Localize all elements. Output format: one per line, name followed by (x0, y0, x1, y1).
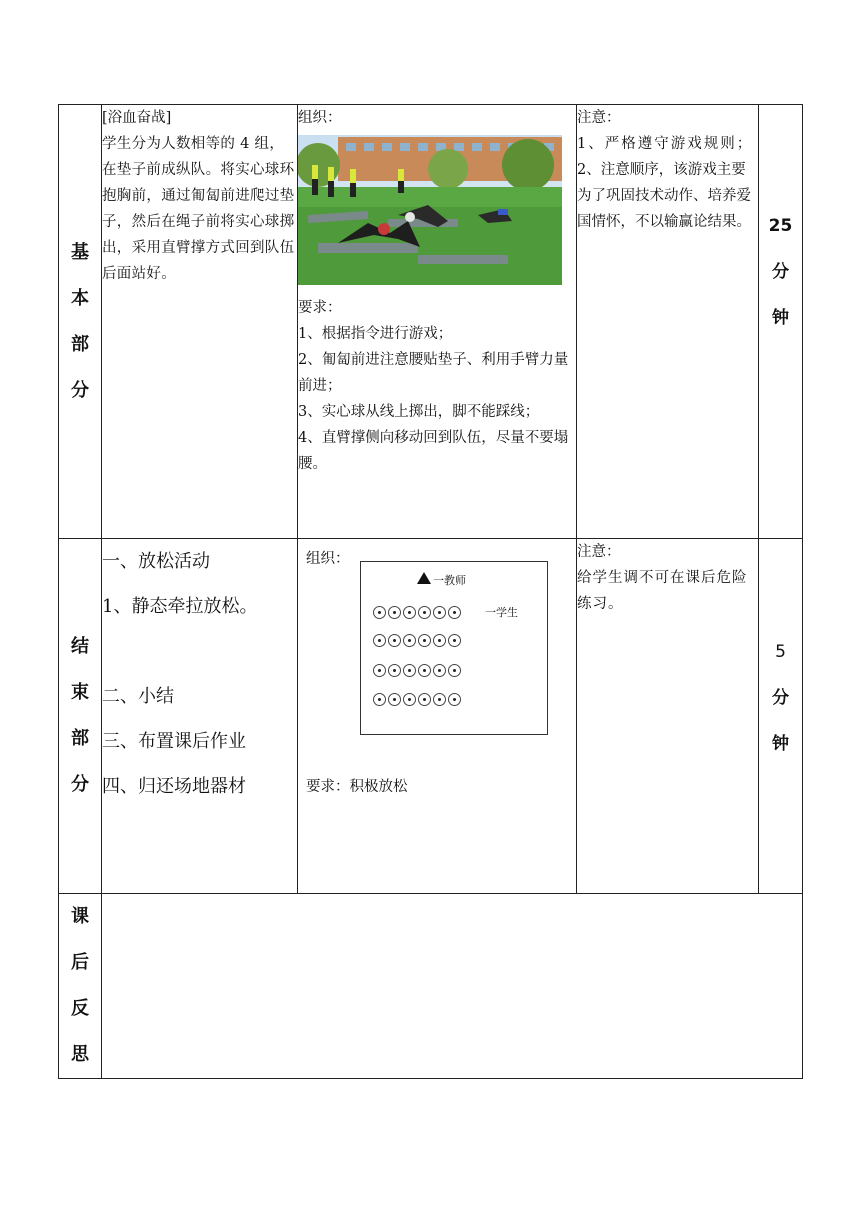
notes-label: 注意： (577, 544, 621, 560)
student-icon (418, 693, 431, 706)
student-icon (403, 634, 416, 647)
student-icon (448, 606, 461, 619)
time-ending: 5 分 钟 (759, 539, 803, 894)
return-equipment: 四、归还场地器材 (102, 776, 246, 797)
note-1: 1、严格遵守游戏规则； (577, 136, 754, 152)
student-icon (403, 693, 416, 706)
student-icon (403, 664, 416, 677)
student-icon (418, 606, 431, 619)
game-photo (298, 135, 562, 285)
teacher-label: 一教师 (433, 574, 466, 587)
homework: 三、布置课后作业 (102, 731, 246, 752)
organization-cell (298, 105, 577, 539)
spacer (102, 629, 297, 674)
lesson-plan-table (58, 104, 803, 1079)
student-label: 一学生 (485, 606, 518, 619)
notes-cell (577, 105, 759, 539)
organization-label: 组织： (298, 110, 342, 126)
student-icon (433, 606, 446, 619)
requirement-4: 4、直臂撑侧向移动回到队伍，尽量不要塌腰。 (298, 430, 569, 472)
ending-content (102, 539, 298, 894)
student-icon (373, 606, 386, 619)
student-icon (373, 693, 386, 706)
teacher-icon (417, 572, 431, 584)
game-title: [浴血奋战] (102, 110, 172, 126)
student-icon (433, 664, 446, 677)
student-icon (418, 634, 431, 647)
student-icon (388, 664, 401, 677)
requirement-3: 3、实心球从线上掷出，脚不能踩线； (298, 404, 540, 420)
student-icon (373, 634, 386, 647)
game-content (102, 105, 298, 539)
ending-requirement: 要求：积极放松 (306, 779, 408, 795)
section-label-basic: 基 本 部 分 (59, 105, 102, 539)
time-basic: 25 分 钟 (759, 105, 803, 539)
game-description: 学生分为人数相等的 4 组，在垫子前成纵队。将实心球环抱胸前，通过匍匐前进爬过垫子，然后在绳子前将实心球掷出，采用直臂撑方式回到队伍后面站好。 (102, 136, 295, 282)
requirement-1: 1、根据指令进行游戏； (298, 326, 453, 342)
student-icon (433, 634, 446, 647)
requirement-2: 2、匍匐前进注意腰贴垫子、利用手臂力量前进； (298, 352, 569, 394)
relax-activity: 一、放松活动 (102, 551, 210, 572)
student-row-4 (373, 693, 461, 706)
student-icon (418, 664, 431, 677)
student-icon (388, 606, 401, 619)
note-2: 2、注意顺序，该游戏主要为了巩固技术动作、培养爱国情怀，不以输赢论结果。 (577, 162, 751, 230)
ending-note: 给学生调不可在课后危险练习。 (577, 570, 748, 612)
student-icon (388, 693, 401, 706)
student-icon (448, 634, 461, 647)
reflection-row (59, 894, 803, 1079)
student-icon (433, 693, 446, 706)
student-icon (448, 664, 461, 677)
requirements-label: 要求： (298, 300, 342, 316)
ending-organization-cell (298, 539, 577, 894)
student-icon (388, 634, 401, 647)
student-row-3 (373, 664, 461, 677)
section-label-reflection: 课 后 反 思 (59, 894, 102, 1079)
student-row-1 (373, 606, 461, 619)
ending-notes-cell (577, 539, 759, 894)
reflection-content (102, 894, 803, 1079)
basic-part-row (59, 105, 803, 539)
student-icon (448, 693, 461, 706)
organization-label: 组织： (306, 551, 350, 567)
student-icon (403, 606, 416, 619)
ending-part-row (59, 539, 803, 894)
formation-diagram (360, 561, 548, 735)
section-label-ending: 结 束 部 分 (59, 539, 102, 894)
summary: 二、小结 (102, 686, 174, 707)
student-icon (373, 664, 386, 677)
student-row-2 (373, 634, 461, 647)
notes-label: 注意： (577, 110, 621, 126)
static-stretch: 1、静态牵拉放松。 (102, 596, 258, 617)
